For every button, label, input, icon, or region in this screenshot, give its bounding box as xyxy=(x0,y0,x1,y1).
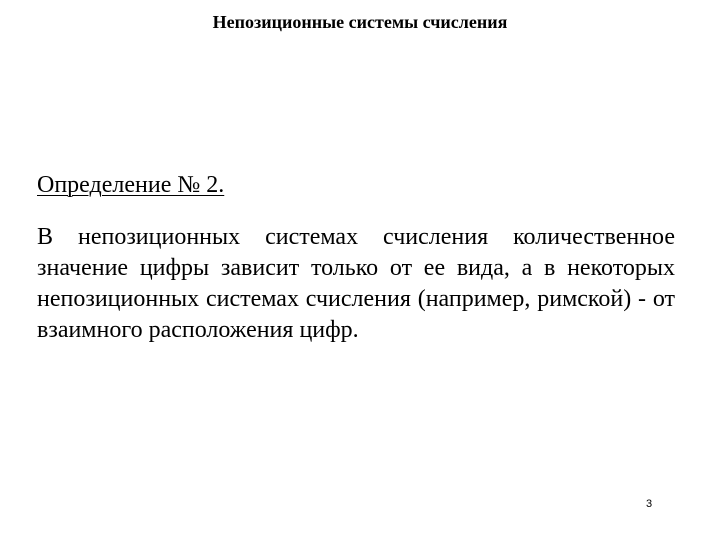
definition-label: Определение № 2. xyxy=(37,172,225,198)
slide-title: Непозиционные системы счисления xyxy=(212,12,508,32)
page-number: 3 xyxy=(646,498,653,510)
definition-text: В непозиционных системах счисления количественное значение цифры зависит только от ее вида, а в некоторых непозиционных системах счисления (например, римской) - от взаимного расположения цифр. xyxy=(37,224,675,343)
